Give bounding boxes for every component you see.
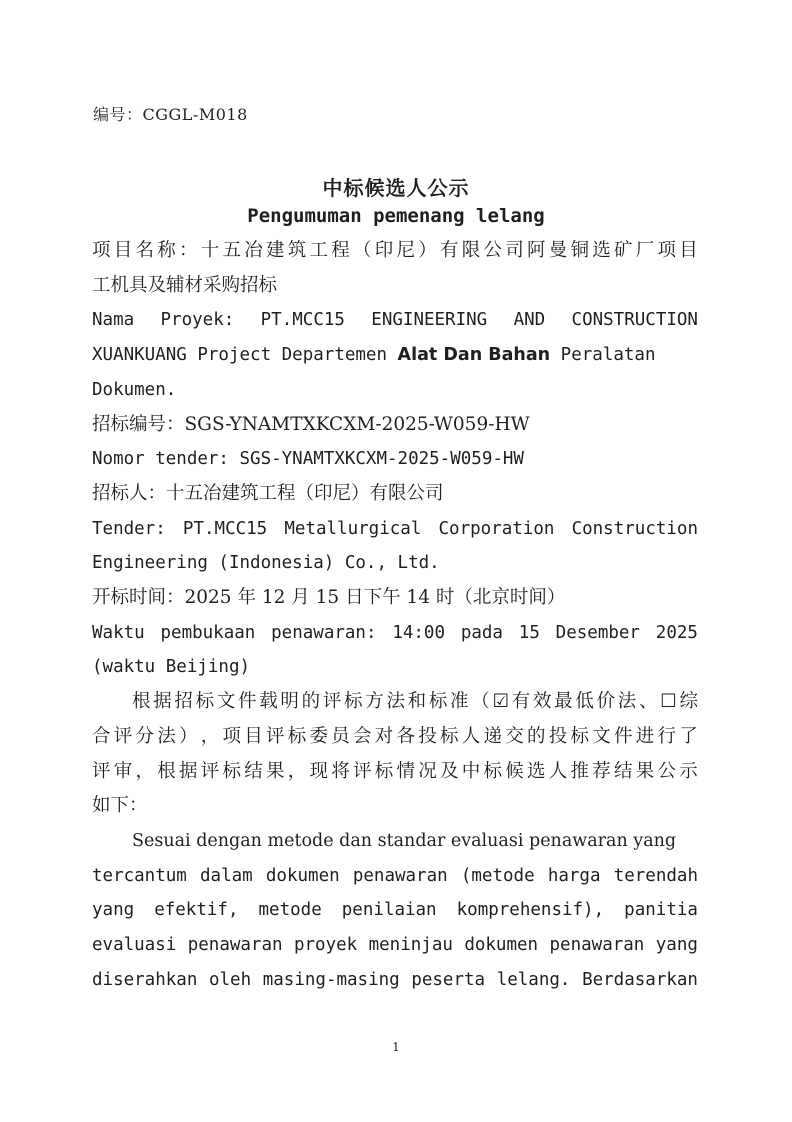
project-name-id-line-1: [92, 303, 698, 338]
glyph: 目: [679, 240, 698, 261]
glyph: 限: [461, 240, 481, 261]
word: komprehensif),: [456, 900, 605, 921]
glyph: 选: [592, 240, 611, 261]
glyph: 名: [135, 240, 155, 261]
paragraph-id-line-2: [92, 859, 698, 894]
page-number: 1: [392, 1040, 400, 1054]
word: PT.MCC15: [182, 518, 268, 539]
word: panitia: [624, 900, 698, 921]
glyph: 项: [657, 240, 677, 261]
glyph: 工: [309, 240, 329, 261]
glyph: 建: [266, 240, 285, 261]
word: PT.MCC15: [260, 310, 345, 331]
glyph: 人: [461, 725, 481, 747]
word: Nama: [92, 310, 135, 331]
glyph: 候: [505, 760, 524, 782]
word: terendah: [613, 865, 698, 886]
glyph: 评: [113, 725, 133, 747]
glyph: 公: [657, 760, 677, 782]
project-name-id-line-2: [92, 338, 698, 373]
word: pada: [460, 622, 503, 643]
paragraph-cn-line-3: [92, 755, 698, 790]
word: harga: [547, 865, 601, 886]
glyph: ：: [179, 240, 198, 261]
glyph: 法: [157, 725, 176, 747]
glyph: 行: [657, 725, 677, 747]
word: Proyek:: [160, 310, 235, 331]
word: diserahkan: [92, 969, 198, 990]
glyph: 厂: [635, 240, 655, 261]
page-title-id: Pengumuman pemenang lelang: [247, 205, 545, 227]
glyph: 及: [440, 760, 459, 782]
word: peserta: [411, 969, 486, 990]
glyph: 文: [216, 691, 236, 713]
word: masing-masing: [262, 969, 400, 990]
glyph: 结: [614, 760, 633, 782]
glyph: ）: [179, 725, 198, 747]
glyph: 据: [179, 760, 198, 782]
glyph: 分: [135, 725, 155, 747]
glyph: ☐: [660, 691, 677, 713]
glyph: 荐: [592, 760, 611, 782]
glyph: 标: [222, 760, 242, 782]
glyph: 递: [483, 725, 503, 747]
paragraph-cn-line-4: 如下：: [92, 795, 148, 817]
glyph: 会: [353, 725, 372, 747]
glyph: 目: [244, 725, 263, 747]
word: yang: [655, 935, 698, 956]
glyph: 明: [280, 691, 299, 713]
glyph: ☑: [492, 691, 510, 713]
glyph: 标: [195, 691, 215, 713]
word: lelang.: [496, 969, 571, 990]
paragraph-id-line-4: [92, 928, 698, 963]
glyph: 情: [396, 760, 416, 782]
glyph: 进: [635, 725, 655, 747]
glyph: 准: [450, 691, 469, 713]
glyph: 程: [331, 240, 350, 261]
document-body: [92, 234, 698, 997]
glyph: 矿: [614, 240, 633, 261]
glyph: 冶: [244, 240, 263, 261]
word: oleh: [208, 969, 252, 990]
glyph: 法: [617, 691, 637, 713]
glyph: 阿: [527, 240, 546, 261]
glyph: 标: [374, 760, 394, 782]
word: tercantum: [92, 865, 187, 886]
glyph: 和: [407, 691, 427, 713]
word: Corporation: [438, 518, 555, 539]
glyph: 最: [554, 691, 573, 713]
glyph: 标: [428, 691, 448, 713]
glyph: 标: [440, 725, 459, 747]
tenderer-cn: 招标人：十五冶建筑工程（印尼）有限公司: [92, 482, 444, 504]
glyph: 件: [238, 691, 257, 713]
glyph: 方: [365, 691, 384, 713]
glyph: 目: [113, 240, 133, 261]
glyph: 件: [614, 725, 633, 747]
glyph: 评: [353, 760, 372, 782]
word: Desember: [555, 622, 640, 643]
word: penawaran: [549, 935, 645, 956]
glyph: 司: [505, 240, 524, 261]
word: penilaian: [341, 900, 437, 921]
glyph: 投: [418, 725, 437, 747]
opening-time-id-line-2: (waktu Beijing): [92, 657, 251, 678]
tender-number-id: Nomor tender: SGS-YNAMTXKCXM-2025-W059-HW: [92, 449, 524, 470]
glyph: 果: [635, 760, 655, 782]
word: penawaran:: [271, 622, 377, 643]
glyph: 载: [259, 691, 278, 713]
glyph: 员: [331, 725, 350, 747]
glyph: 果: [266, 760, 285, 782]
glyph: 称: [157, 240, 176, 261]
glyph: 有: [511, 691, 531, 713]
glyph: 结: [244, 760, 263, 782]
glyph: 对: [374, 725, 394, 747]
glyph: 、: [638, 691, 658, 713]
project-name-cn-line-2: 工机具及辅材采购招标: [92, 274, 278, 296]
glyph: 项: [222, 725, 242, 747]
glyph: 项: [92, 240, 111, 261]
glyph: ）: [418, 240, 437, 261]
glyph: 招: [174, 691, 193, 713]
glyph: 现: [309, 760, 329, 782]
opening-time-id-line-1: [92, 616, 698, 651]
word: dalam: [200, 865, 253, 886]
glyph: 根: [132, 691, 151, 713]
opening-time-cn: 开标时间：2025 年 12 月 15 日下午 14 时（北京时间）: [92, 587, 566, 609]
glyph: 综: [679, 691, 698, 713]
page-title-cn: 中标候选人公示: [322, 176, 470, 200]
glyph: 曼: [548, 240, 568, 261]
glyph: 评: [92, 760, 111, 782]
glyph: 尼: [396, 240, 416, 261]
glyph: 示: [679, 760, 698, 782]
glyph: 的: [301, 691, 321, 713]
word: dokumen: [265, 865, 340, 886]
glyph: 委: [309, 725, 329, 747]
glyph: （: [471, 691, 490, 713]
glyph: 评: [322, 691, 342, 713]
glyph: 据: [153, 691, 172, 713]
glyph: 合: [92, 725, 111, 747]
project-name-id-line-3: Dokumen.: [92, 379, 177, 400]
word: Waktu: [92, 622, 145, 643]
glyph: 况: [418, 760, 437, 782]
word: ENGINEERING: [371, 310, 488, 331]
tenderer-id-line-1: [92, 512, 698, 547]
glyph: 了: [679, 725, 698, 747]
project-name-id-text-c: Peralatan: [550, 345, 656, 366]
glyph: ，: [200, 725, 220, 747]
word: AND: [513, 310, 546, 331]
glyph: ，: [135, 760, 155, 782]
word: metode: [258, 900, 322, 921]
paragraph-cn-line-1: [92, 685, 698, 720]
glyph: 印: [374, 240, 394, 261]
word: Construction: [571, 518, 698, 539]
glyph: 标: [570, 725, 590, 747]
tender-number-cn: 招标编号：SGS-YNAMTXKCXM-2025-W059-HW: [92, 413, 530, 435]
word: efektif,: [154, 900, 239, 921]
project-name-id-bold: Alat Dan Bahan: [397, 345, 551, 366]
glyph: 标: [344, 691, 363, 713]
glyph: 推: [570, 760, 590, 782]
word: 15: [518, 622, 540, 643]
word: Metallurgical: [284, 518, 422, 539]
glyph: 的: [527, 725, 546, 747]
glyph: 审: [113, 760, 133, 782]
glyph: 根: [157, 760, 176, 782]
glyph: 将: [331, 760, 350, 782]
word: 14:00: [392, 622, 445, 643]
glyph: 标: [287, 725, 307, 747]
glyph: 价: [596, 691, 616, 713]
glyph: （: [353, 240, 372, 261]
glyph: 选: [527, 760, 546, 782]
glyph: 评: [266, 725, 285, 747]
paragraph-id-line-5: [92, 963, 698, 998]
word: (metode: [460, 865, 535, 886]
glyph: 有: [440, 240, 459, 261]
glyph: 法: [386, 691, 405, 713]
glyph: 筑: [287, 240, 307, 261]
glyph: 公: [483, 240, 503, 261]
word: yang: [92, 900, 135, 921]
word: pembukaan: [160, 622, 256, 643]
glyph: 评: [200, 760, 220, 782]
word: evaluasi: [92, 935, 177, 956]
glyph: 投: [548, 725, 568, 747]
glyph: 中: [461, 760, 481, 782]
word: meninjau: [368, 935, 453, 956]
glyph: 人: [548, 760, 568, 782]
paragraph-cn-line-2: [92, 720, 698, 755]
glyph: 交: [505, 725, 524, 747]
glyph: 十: [200, 240, 220, 261]
glyph: 标: [483, 760, 503, 782]
word: 2025: [655, 622, 698, 643]
word: CONSTRUCTION: [571, 310, 698, 331]
glyph: 低: [575, 691, 594, 713]
word: Tender:: [92, 518, 166, 539]
word: penawaran: [352, 865, 448, 886]
project-name-id-text-a: XUANKUANG Project Departemen: [92, 345, 398, 366]
project-name-cn-line-1: [92, 234, 698, 269]
tenderer-id-line-2: Engineering (Indonesia) Co., Ltd.: [92, 553, 440, 574]
glyph: 五: [222, 240, 242, 261]
paragraph-id-line-1: Sesuai dengan metode dan standar evaluasi penawaran yang: [132, 830, 677, 851]
document-number: 编号：CGGL-M018: [93, 105, 248, 124]
glyph: ，: [287, 760, 307, 782]
word: Berdasarkan: [582, 969, 698, 990]
word: penawaran: [187, 935, 283, 956]
word: proyek: [293, 935, 358, 956]
glyph: 文: [592, 725, 611, 747]
glyph: 各: [396, 725, 416, 747]
glyph: 效: [532, 691, 552, 713]
paragraph-id-line-3: [92, 893, 698, 928]
glyph: 铜: [570, 240, 590, 261]
word: dokumen: [464, 935, 539, 956]
